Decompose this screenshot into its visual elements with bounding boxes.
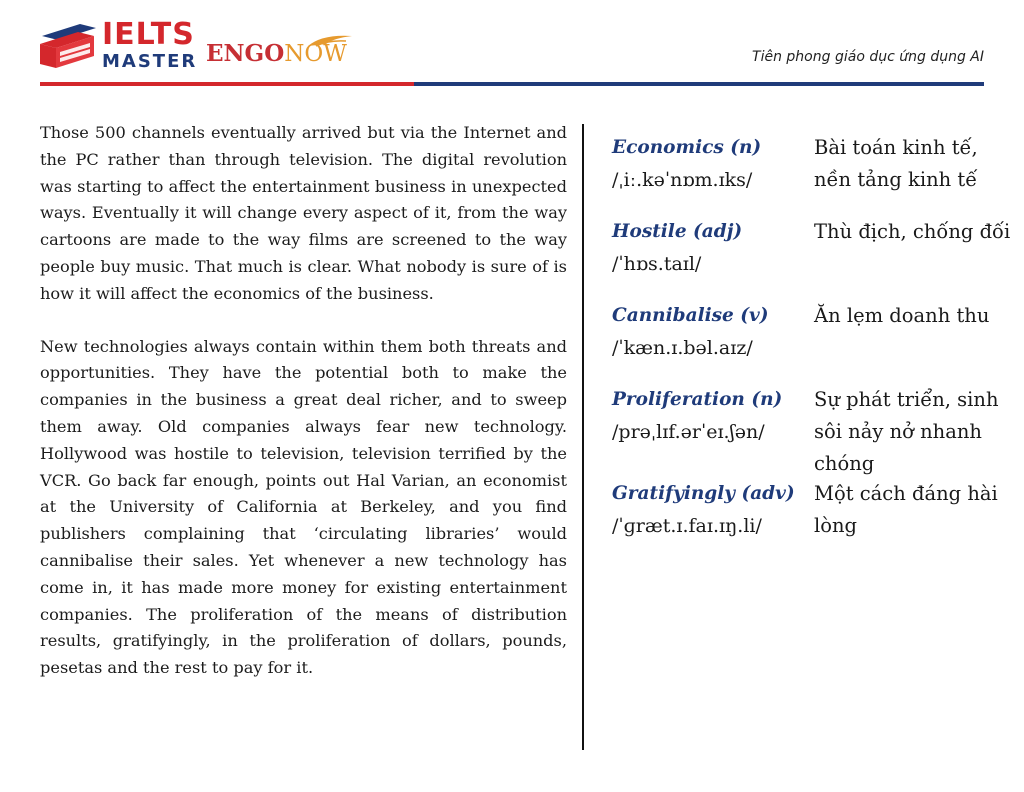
vocab-meaning: Thù địch, chống đối (814, 220, 1011, 243)
tagline: Tiên phong giáo dục ứng dụng AI (752, 49, 984, 65)
logo-ielts-text: IELTS (102, 17, 195, 52)
logo-now-text: NOW (284, 41, 347, 67)
logo-engo-text: ENGO (206, 40, 285, 67)
vocab-ipa: /prəˌlɪf.ərˈeɪ.ʃən/ (612, 421, 765, 443)
vocab-word: Proliferation (n) (612, 389, 783, 410)
vocab-meaning: Một cách đáng hài lòng (814, 482, 998, 537)
header-rule-red (40, 82, 414, 86)
vocab-ipa: /ˈkæn.ɪ.bəl.aɪz/ (612, 337, 753, 359)
vocab-item (612, 300, 1012, 384)
vocab-word: Hostile (adj) (612, 221, 743, 242)
passage-paragraph-1: Those 500 channels eventually arrived but via the Internet and the PC rather than through television. The digital revolution was starting to affect the entertainment business in unexpected ways. Eventually it will change every aspect of it, from the way cartoons are made to the way films are screened to the way people buy music. That much is clear. What nobody is sure of is how it will affect the economics of the business. (40, 123, 567, 303)
vocab-item (612, 132, 1012, 216)
passage-paragraph-2: New technologies always contain within them both threats and opportunities. They have the potential both to make the companies in the business a great deal richer, and to sweep them away. Old companies always fear new technology. Hollywood was hostile to television, television terrified by the VCR. Go back far enough, points out Hal Varian, an economist at the University of California at Berkeley, and you find publishers complaining that ‘circulating libraries’ would cannibalise their sales. Yet whenever a new technology has come in, it has made more money for existing entertainment companies. The proliferation of the means of distribution results, gratifyingly, in the proliferation of dollars, pounds, pesetas and the rest to pay for it. (40, 336, 567, 678)
header-rule-blue (414, 82, 984, 86)
brand-logos (40, 18, 360, 74)
vocab-meaning: Ăn lẹm doanh thu (814, 304, 990, 327)
vocab-ipa: /ˈhɒs.taɪl/ (612, 253, 702, 275)
vocab-item (612, 216, 1012, 300)
vocab-meaning: Sự phát triển, sinh sôi nảy nở nhanh chóng (814, 388, 999, 475)
vocab-item (612, 384, 1012, 478)
reading-passage (40, 120, 567, 708)
vocab-word: Cannibalise (v) (612, 305, 769, 326)
vocabulary-list (612, 132, 1012, 562)
vocab-item (612, 478, 1012, 562)
vocab-ipa: /ˌiː.kəˈnɒm.ɪks/ (612, 169, 753, 191)
ielts-master-book-icon (40, 22, 98, 70)
logo-master-text: MASTER (102, 51, 198, 72)
column-divider (582, 124, 584, 750)
vocab-word: Economics (n) (612, 137, 762, 158)
vocab-meaning: Bài toán kinh tế, nền tảng kinh tế (814, 136, 978, 191)
wing-icon (306, 32, 354, 48)
vocab-word: Gratifyingly (adv) (612, 483, 795, 504)
vocab-ipa: /ˈɡræt.ɪ.faɪ.ɪŋ.li/ (612, 515, 762, 537)
